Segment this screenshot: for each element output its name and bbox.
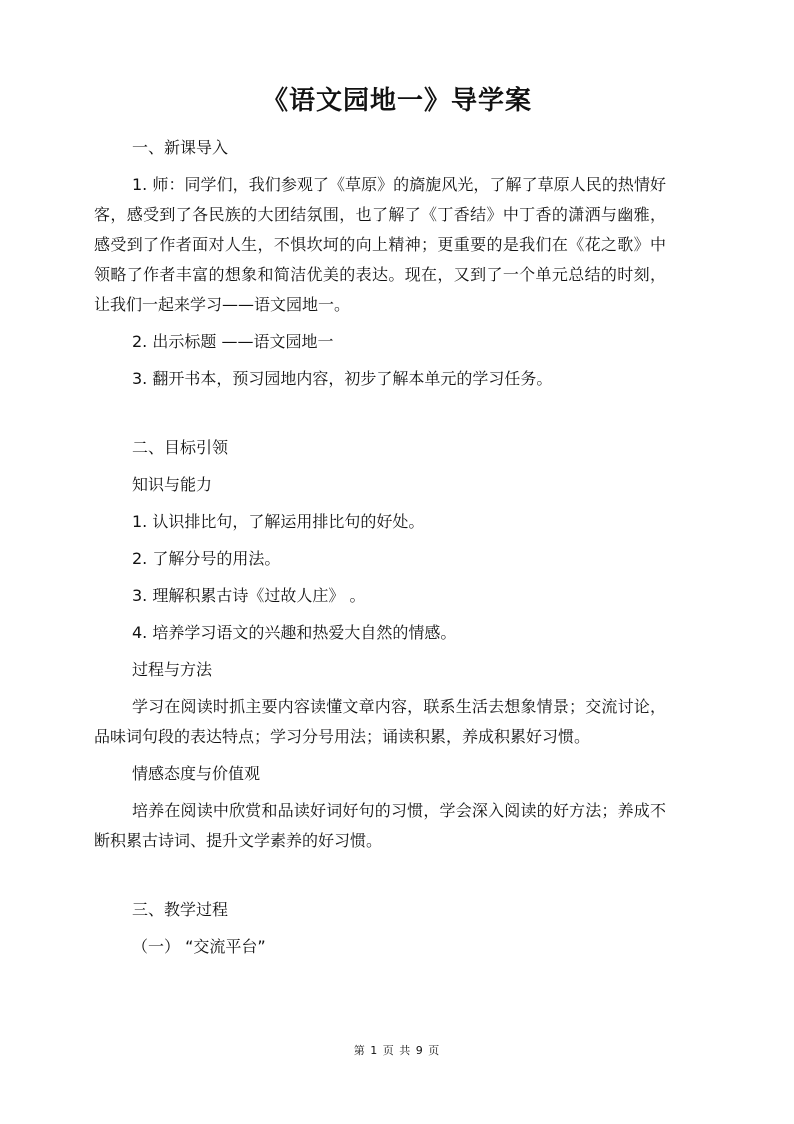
subheading-process: 过程与方法 [132,660,213,679]
document-body [94,133,666,962]
intro-paragraph-1: 1. 师：同学们，我们参观了《草原》的旖旎风光，了解了草原人民的热情好客，感受到了各民族的大团结氛围，也了解了《丁香结》中丁香的潇洒与幽雅，感受到了作者面对人生，不惧坎坷的向上精神；更重要的是我们在《花之歌》中领略了作者丰富的想象和简洁优美的表达。现在，又到了一个单元总结的时刻，让我们一起来学习——语文园地一。 [94,175,666,314]
subsection-exchange-platform: （一） “交流平台” [132,937,266,956]
goal-item-1: 1. 认识排比句，了解运用排比句的好处。 [132,512,425,531]
intro-paragraph-2: 2. 出示标题 ——语文园地一 [132,332,334,351]
section-heading-goals: 二、目标引领 [132,438,229,457]
section-heading-process: 三、教学过程 [132,900,229,919]
process-paragraph: 学习在阅读时抓主要内容读懂文章内容，联系生活去想象情景；交流讨论，品味词句段的表达特点；学习分号用法；诵读积累，养成积累好习惯。 [94,697,666,746]
intro-paragraph-3: 3. 翻开书本，预习园地内容，初步了解本单元的学习任务。 [132,369,553,388]
subheading-knowledge: 知识与能力 [132,475,213,494]
values-paragraph: 培养在阅读中欣赏和品读好词好句的习惯，学会深入阅读的好方法；养成不断积累古诗词、提升文学素养的好习惯。 [94,801,666,850]
page-footer: 第 1 页 共 9 页 [353,1044,441,1057]
goal-item-4: 4. 培养学习语文的兴趣和热爱大自然的情感。 [132,623,457,642]
section-heading-intro: 一、新课导入 [132,138,229,157]
goal-item-2: 2. 了解分号的用法。 [132,549,281,568]
subheading-values: 情感态度与价值观 [132,764,261,783]
goal-item-3: 3. 理解积累古诗《过故人庄》 。 [132,586,366,605]
document-title: 《语文园地一》导学案 [261,86,532,116]
